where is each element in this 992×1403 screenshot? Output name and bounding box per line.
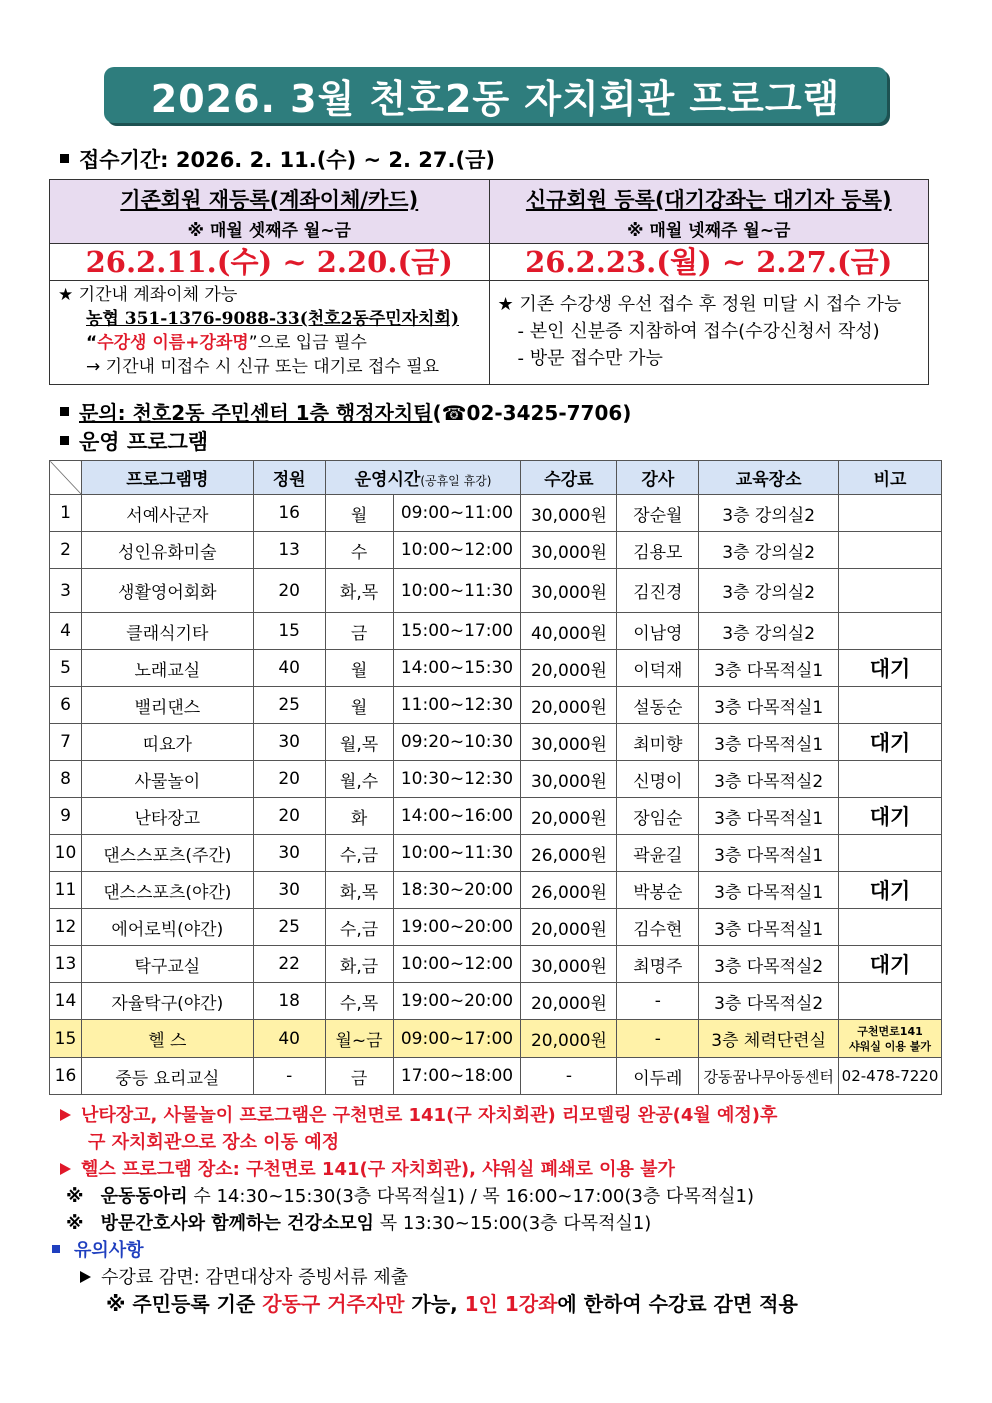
- header-name: 프로그램명: [81, 461, 253, 495]
- table-row: 9 난타장고 20 화 14:00~16:00 20,000원 장임순 3층 다목적실1 대기: [50, 798, 942, 835]
- bullet-square-icon: [52, 1245, 60, 1253]
- existing-member-dates: 26.2.11.(수) ~ 2.20.(금): [50, 244, 490, 281]
- note-health-group: ※ 방문간호사와 함께하는 건강소모임 목 13:30~15:00(3층 다목적실1): [66, 1213, 652, 1234]
- table-row: 10 댄스스포츠(주간) 30 수,금 10:00~11:30 26,000원 곽윤길 3층 다목적실1: [50, 835, 942, 872]
- table-row: 7 띠요가 30 월,목 09:20~10:30 30,000원 최미향 3층 다목적실1 대기: [50, 724, 942, 761]
- waitlist-badge: 대기: [839, 650, 942, 687]
- table-row-highlighted: 15 헬 스 40 월~금 09:00~17:00 20,000원 - 3층 체력단련실 구천면로141 샤워실 이용 불가: [50, 1020, 942, 1058]
- bullet-square-icon: [60, 407, 69, 416]
- header-fee: 수강료: [521, 461, 617, 495]
- existing-member-notes: ★ 기간내 계좌이체 가능 농협 351-1376-9088-33(천호2동주민자치회) “수강생 이름+강좌명”으로 입금 필수 → 기간내 미접수 시 신규 또는 대기로 접수 필요: [50, 281, 490, 385]
- table-row: 11 댄스스포츠(야간) 30 화,목 18:30~20:00 26,000원 박봉순 3층 다목적실1 대기: [50, 872, 942, 909]
- table-row: 5 노래교실 40 월 14:00~15:30 20,000원 이덕재 3층 다목적실1 대기: [50, 650, 942, 687]
- table-row: 1 서예사군자 16 월 09:00~11:00 30,000원 장순월 3층 강의실2: [50, 495, 942, 532]
- header-time: 운영시간(공휴일 휴강): [325, 461, 521, 495]
- program-table: [49, 460, 942, 1095]
- table-row: 6 밸리댄스 25 월 11:00~12:30 20,000원 설동순 3층 다목적실1: [50, 687, 942, 724]
- programs-heading: 운영 프로그램: [60, 426, 208, 456]
- table-row: 13 탁구교실 22 화,금 10:00~12:00 30,000원 최명주 3층 다목적실2 대기: [50, 946, 942, 983]
- caution-fee-reduction: 수강료 감면: 감면대상자 증빙서류 제출: [60, 1264, 798, 1291]
- note-gym: 헬스 프로그램 장소: 구천면로 141(구 자치회관), 샤워실 폐쇄로 이용 불가: [60, 1156, 798, 1183]
- table-row: 3 생활영어회화 20 화,목 10:00~11:30 30,000원 김진경 3층 강의실2: [50, 569, 942, 613]
- header-capacity: 정원: [253, 461, 325, 495]
- page-title: 2026. 3월 천호2동 자치회관 프로그램: [104, 67, 887, 123]
- registration-period: 접수기간: 2026. 2. 11.(수) ~ 2. 27.(금): [60, 144, 495, 174]
- header-place: 교육장소: [699, 461, 839, 495]
- table-row: 12 에어로빅(야간) 25 수,금 19:00~20:00 20,000원 김수현 3층 다목적실1: [50, 909, 942, 946]
- waitlist-badge: 대기: [839, 724, 942, 761]
- contact-phone: 02-478-7220: [839, 1058, 942, 1095]
- header-remark: 비고: [839, 461, 942, 495]
- header-teacher: 강사: [617, 461, 699, 495]
- triangle-bullet-icon: [60, 1109, 71, 1121]
- table-row: 4 클래식기타 15 금 15:00~17:00 40,000원 이남영 3층 강의실2: [50, 613, 942, 650]
- table-row: 14 자율탁구(야간) 18 수,목 19:00~20:00 20,000원 - 3층 다목적실2: [50, 983, 942, 1020]
- table-row: 2 성인유화미술 13 수 10:00~12:00 30,000원 김용모 3층 강의실2: [50, 532, 942, 569]
- registration-table: [49, 179, 929, 385]
- caution-heading: 유의사항: [52, 1237, 798, 1264]
- waitlist-badge: 대기: [839, 946, 942, 983]
- corner-cell: [50, 461, 82, 495]
- bullet-square-icon: [60, 436, 69, 445]
- note-relocation: 난타장고, 사물놀이 프로그램은 구천면로 141(구 자치회관) 리모델링 완공(4월 예정)후: [60, 1102, 798, 1129]
- note-exercise-club: ※ 운동동아리 수 14:30~15:30(3층 다목적실1) / 목 16:00~17:00(3층 다목적실1): [66, 1186, 754, 1207]
- waitlist-badge: 대기: [839, 872, 942, 909]
- caution-eligibility: ※ 주민등록 기준 강동구 거주자만 가능, 1인 1강좌에 한하여 수강료 감면 적용: [106, 1292, 798, 1316]
- payment-instruction: “수강생 이름+강좌명”으로 입금 필수: [86, 333, 367, 353]
- existing-member-header: 기존회원 재등록(계좌이체/카드) ※ 매월 셋째주 월~금: [50, 180, 490, 244]
- waitlist-badge: 대기: [839, 798, 942, 835]
- triangle-bullet-icon: [60, 1163, 71, 1175]
- table-row: 8 사물놀이 20 월,수 10:30~12:30 30,000원 신명이 3층 다목적실2: [50, 761, 942, 798]
- bullet-square-icon: [60, 154, 69, 163]
- inquiry-line: 문의: 천호2동 주민센터 1층 행정자치팀(☎02-3425-7706): [60, 397, 631, 426]
- table-row: 16 중등 요리교실 - 금 17:00~18:00 - 이두레 강동꿈나무아동센터 02-478-7220: [50, 1058, 942, 1095]
- new-member-dates: 26.2.23.(월) ~ 2.27.(금): [489, 244, 929, 281]
- new-member-notes: ★ 기존 수강생 우선 접수 후 정원 미달 시 접수 가능 - 본인 신분증 지참하여 접수(수강신청서 작성) - 방문 접수만 가능: [489, 281, 929, 385]
- triangle-bullet-icon: [80, 1271, 91, 1283]
- bank-account: 농협 351-1376-9088-33(천호2동주민자치회): [86, 309, 459, 329]
- shower-notice: 구천면로141 샤워실 이용 불가: [839, 1020, 942, 1058]
- new-member-header: 신규회원 등록(대기강좌는 대기자 등록) ※ 매월 넷째주 월~금: [489, 180, 929, 244]
- notes-section: 난타장고, 사물놀이 프로그램은 구천면로 141(구 자치회관) 리모델링 완공(4월 예정)후 구 자치회관으로 장소 이동 예정 헬스 프로그램 장소: 구천면로 141(구 자치회관), 샤워실 폐쇄로 이용 불가 ※ 운동동아리 수 14:30~15:30(3층 다목적실1) / 목 16:00~17:00(3층 다목적실1) ※ 방문간호사와 함께하는 건강소모임 목 13:30~15:00(3층 다목적실1) 유의사항 수강료 감면: 감면대상자 증빙서류 제출 ※ 주민등록 기준 강동구 거주자만 가능, 1인 1강좌에 한하여 수강료 감면 적용: [60, 1102, 798, 1318]
